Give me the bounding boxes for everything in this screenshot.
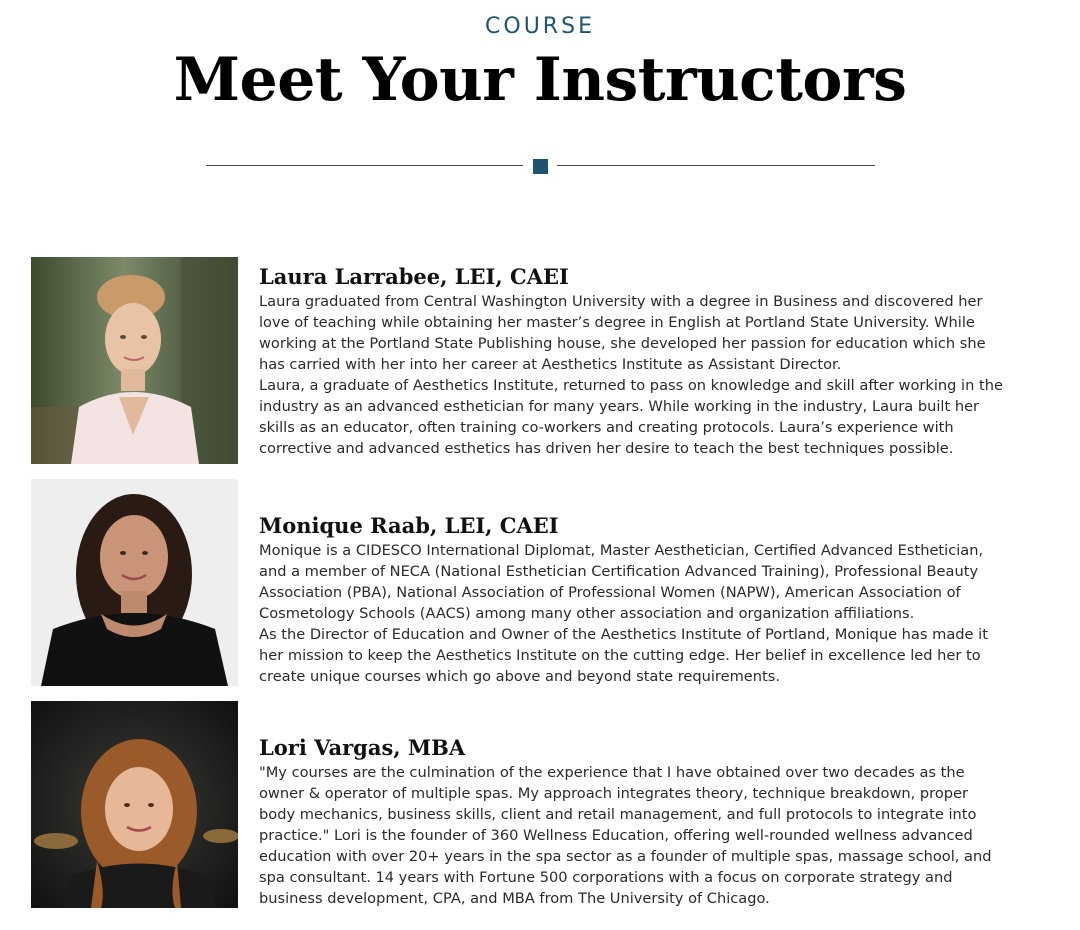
bio-line: Monique is a CIDESCO International Diplomat, Master Aesthetician, Certified Advanced Esthetician, <box>259 542 984 559</box>
bio-line: has carried with her into her career at Aesthetics Institute as Assistant Director. <box>259 356 842 373</box>
instructor-photo-monique <box>31 479 238 686</box>
divider-left-line <box>206 165 523 166</box>
bio-line: owner & operator of multiple spas. My approach integrates theory, technique breakdown, proper <box>259 785 969 802</box>
instructor-bio-laura <box>259 264 1059 459</box>
bio-line: her mission to keep the Aesthetics Institute on the cutting edge. Her belief in excellence led her to <box>259 647 981 664</box>
page-title: Meet Your Instructors <box>173 45 907 115</box>
instructor-bio-lori <box>259 735 1059 909</box>
section-eyebrow: COURSE <box>485 14 595 39</box>
bio-line: skills as an educator, often training co-workers and creating protocols. Laura’s experience with <box>259 419 954 436</box>
bio-line: education with over 20+ years in the spa sector as a founder of multiple spas, massage school, and <box>259 848 992 865</box>
portrait-lori-image <box>31 701 238 908</box>
divider-square-ornament <box>533 159 548 174</box>
bio-line: body mechanics, business skills, client and retail management, and full protocols to integrate into <box>259 806 977 823</box>
bio-line: working at the Portland State Publishing house, she developed her passion for education which she <box>259 335 986 352</box>
bio-line: "My courses are the culmination of the experience that I have obtained over two decades as the <box>259 764 965 781</box>
portrait-monique-image <box>31 479 238 686</box>
bio-line: create unique courses which go above and beyond state requirements. <box>259 668 780 685</box>
bio-line: and a member of NECA (National Esthetician Certification Advanced Training), Professional Beauty <box>259 563 979 580</box>
bio-line: love of teaching while obtaining her master’s degree in English at Portland State University. While <box>259 314 975 331</box>
portrait-laura-image <box>31 257 238 464</box>
bio-line: industry as an advanced esthetician for many years. While working in the industry, Laura built her <box>259 398 980 415</box>
bio-line: Association (PBA), National Association of Professional Women (NAPW), American Association of <box>259 584 961 601</box>
bio-line: corrective and advanced esthetics has driven her desire to teach the best techniques possible. <box>259 440 954 457</box>
instructor-name: Lori Vargas, MBA <box>259 735 466 760</box>
instructor-name: Monique Raab, LEI, CAEI <box>259 513 559 538</box>
instructor-photo-laura <box>31 257 238 464</box>
bio-line: spa consultant. 14 years with Fortune 500 corporations with a focus on corporate strategy and <box>259 869 953 886</box>
instructor-name: Laura Larrabee, LEI, CAEI <box>259 264 569 289</box>
bio-line: Cosmetology Schools (AACS) among many other association and organization affiliations. <box>259 605 915 622</box>
bio-line: Laura graduated from Central Washington University with a degree in Business and discovered her <box>259 293 983 310</box>
bio-line: business development, CPA, and MBA from The University of Chicago. <box>259 890 770 907</box>
bio-line: Laura, a graduate of Aesthetics Institute, returned to pass on knowledge and skill after working in the <box>259 377 1003 394</box>
bio-line: As the Director of Education and Owner of the Aesthetics Institute of Portland, Monique has made it <box>259 626 988 643</box>
divider-right-line <box>557 165 875 166</box>
instructor-photo-lori <box>31 701 238 908</box>
instructor-bio-monique <box>259 513 1059 687</box>
bio-line: practice." Lori is the founder of 360 Wellness Education, offering well-rounded wellness advanced <box>259 827 973 844</box>
